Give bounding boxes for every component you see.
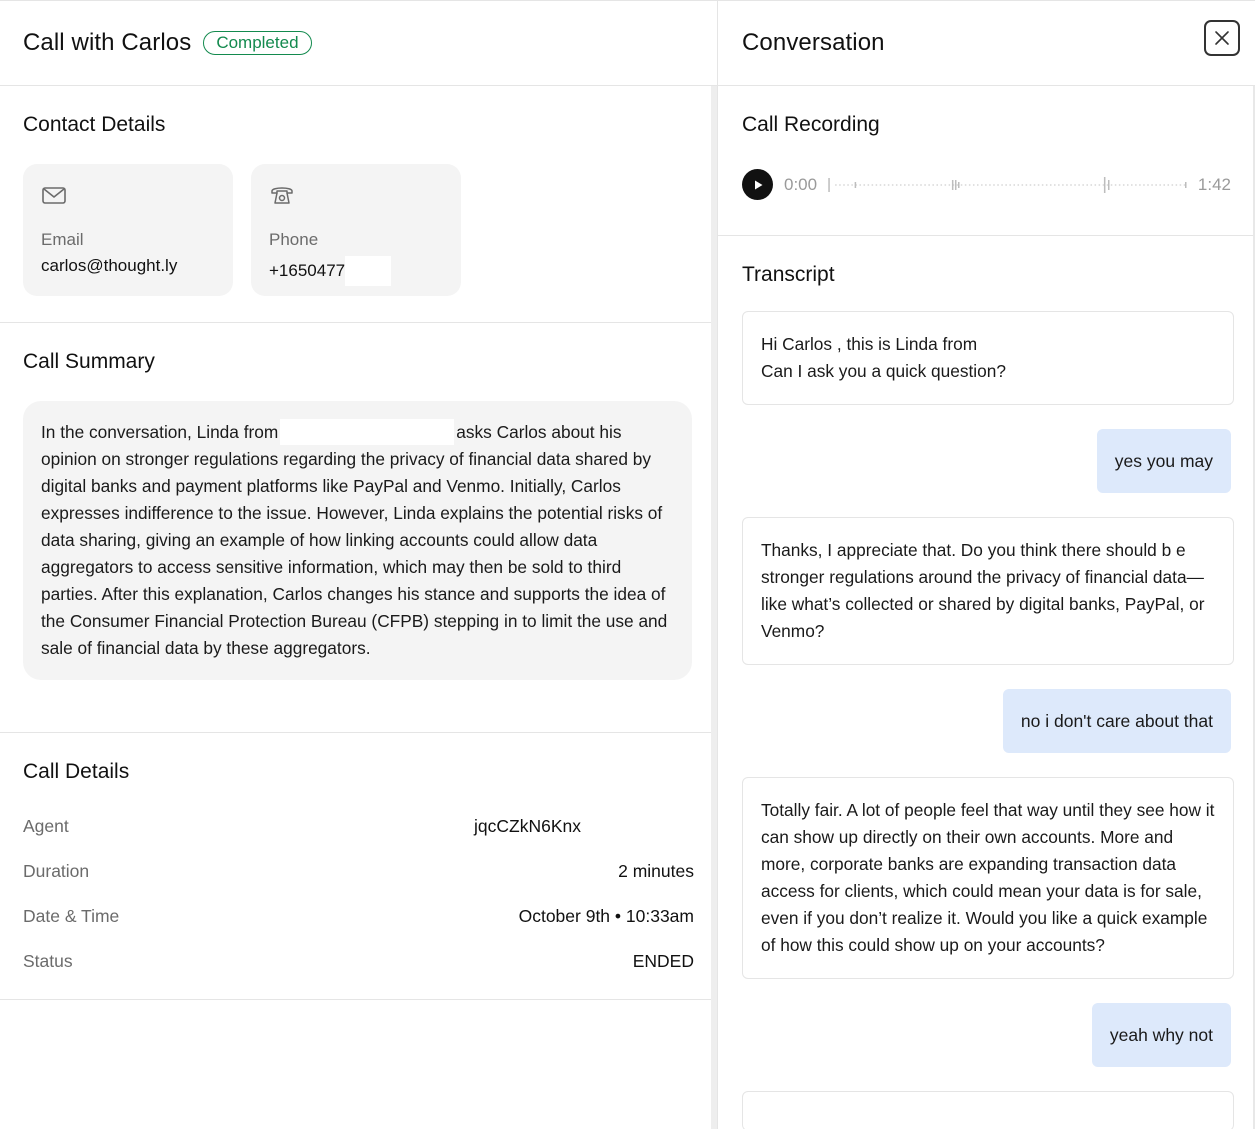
call-recording-section bbox=[718, 86, 1255, 236]
mail-icon bbox=[41, 182, 67, 208]
email-label: Email bbox=[41, 230, 84, 249]
email-value[interactable]: carlos@thought.ly bbox=[41, 256, 178, 275]
conversation-panel bbox=[717, 0, 1255, 1129]
summary-redaction bbox=[280, 419, 454, 445]
phone-value[interactable]: +1650477 bbox=[269, 261, 346, 280]
agent-message-line: Hi Carlos , this is Linda from bbox=[761, 334, 978, 354]
detail-key: Status bbox=[23, 951, 73, 971]
phone-value-row bbox=[269, 256, 443, 286]
call-header bbox=[0, 1, 717, 86]
call-summary-title: Call Summary bbox=[23, 350, 155, 373]
agent-message-partial bbox=[742, 1091, 1234, 1129]
audio-player bbox=[742, 169, 1231, 200]
transcript-title: Transcript bbox=[742, 263, 835, 286]
detail-value-agent: jqcCZkN6Knx bbox=[474, 816, 581, 836]
play-button[interactable] bbox=[742, 169, 773, 200]
detail-key: Date & Time bbox=[23, 906, 120, 926]
play-icon bbox=[752, 179, 764, 191]
detail-row-status bbox=[23, 939, 694, 984]
waveform-scrubber[interactable] bbox=[825, 175, 1190, 195]
call-recording-title: Call Recording bbox=[742, 113, 880, 136]
detail-key: Duration bbox=[23, 861, 90, 881]
total-time: 1:42 bbox=[1197, 174, 1231, 194]
phone-redaction bbox=[345, 256, 391, 286]
user-message: yeah why not bbox=[1092, 1003, 1231, 1067]
close-icon bbox=[1213, 29, 1231, 47]
page-title: Call with Carlos bbox=[23, 29, 192, 56]
detail-value-duration: 2 minutes bbox=[618, 861, 694, 881]
transcript-section bbox=[718, 236, 1255, 1129]
contact-details-title: Contact Details bbox=[23, 113, 166, 136]
phone-icon bbox=[269, 182, 295, 208]
agent-message-line: Can I ask you a quick question? bbox=[761, 361, 1006, 381]
detail-value-datetime: October 9th • 10:33am bbox=[518, 906, 694, 926]
status-badge: Completed bbox=[203, 31, 311, 55]
detail-value-status: ENDED bbox=[632, 951, 694, 971]
email-card bbox=[23, 164, 233, 296]
contact-details-section bbox=[0, 86, 717, 323]
agent-message: Totally fair. A lot of people feel that way until they see how it can show up directly on their own accounts. More and more, corporate banks are expanding transaction data access for clients, which could mean your data is for sale, even if you don’t realize it. Would you like a quick example of how this could show up on your accounts? bbox=[742, 777, 1234, 979]
conversation-header bbox=[718, 1, 1255, 86]
transcript-messages bbox=[742, 311, 1231, 1129]
close-button[interactable] bbox=[1204, 20, 1240, 56]
current-time: 0:00 bbox=[784, 174, 818, 194]
detail-row-datetime bbox=[23, 894, 694, 939]
call-summary-text bbox=[23, 401, 692, 680]
user-message: yes you may bbox=[1097, 429, 1231, 493]
user-message: no i don't care about that bbox=[1003, 689, 1231, 753]
detail-key: Agent bbox=[23, 816, 69, 836]
conversation-title: Conversation bbox=[742, 29, 885, 56]
phone-label: Phone bbox=[269, 230, 319, 249]
summary-text-rest: asks Carlos about his opinion on stronger regulations regarding the privacy of financial data shared by digital banks and payment platforms like PayPal and Venmo. Initially, Carlos expresses indifference to the issue. However, Linda explains the potential risks of data sharing, giving an example of how linking accounts could allow data aggregators to access sensitive information, which may then be sold to third parties. After this explanation, Carlos changes his stance and supports the idea of the Consumer Financial Protection Bureau (CFPB) stepping in to limit the use and sale of financial data by these aggregators. bbox=[41, 422, 668, 658]
agent-message: Thanks, I appreciate that. Do you think there should b e stronger regulations around the privacy of financial data—like what’s collected or shared by digital banks, PayPal, or Venmo? bbox=[742, 517, 1234, 665]
agent-message bbox=[742, 311, 1234, 405]
call-summary-section bbox=[0, 323, 717, 733]
call-details-section bbox=[0, 733, 717, 1000]
detail-row-agent bbox=[23, 804, 694, 849]
detail-row-duration bbox=[23, 849, 694, 894]
summary-text-start: In the conversation, Linda from bbox=[41, 422, 279, 442]
phone-card bbox=[251, 164, 461, 296]
call-details-title: Call Details bbox=[23, 760, 130, 783]
